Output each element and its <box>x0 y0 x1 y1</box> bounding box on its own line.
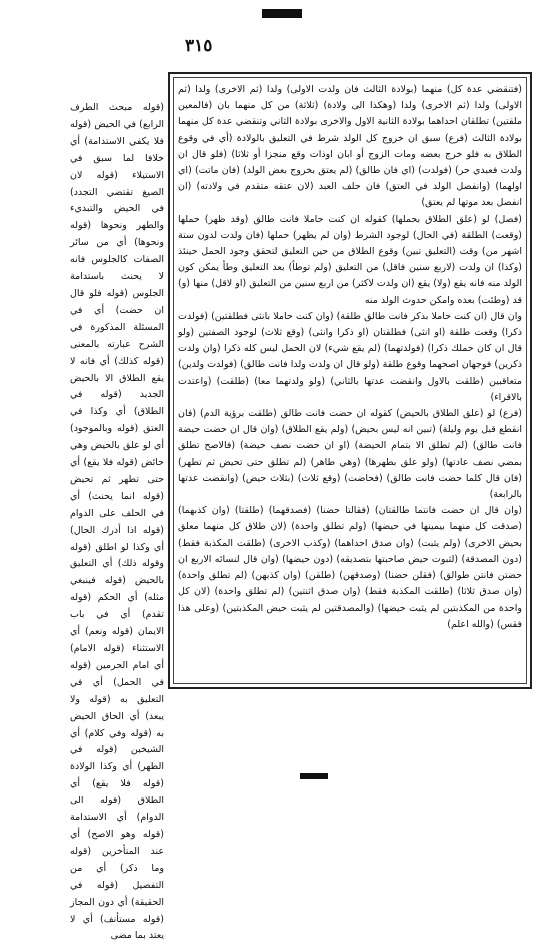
main-text-block <box>178 82 522 681</box>
main-paragraph: (فتنقضي عدة كل) منهما (بولادة الثالث فان ولدت الاولى) ولدا (ثم الاخرى) ولدا (ثم الاولى) ولدا (ثم الاخرى) ولدا (وهكذا الى ولادة) (ثلاثة) من كل منهما بان (فالمعين ملقتين) تطلقان احداهما بولادة الثانية الاول والاخرى بولادة الثاني وتنقضي عدة كل منهما بولادة الثالث (فرع) سبق ان خروج كل الولد شرط في التعليق بالولادة (أي في وقوع الطلاق به فلو خرج بعضه ومات الزوج أو ابان اوذات وقع منجزا أو ثلاثا) (فلو قال ان ولدت فعبدي حر) (فولدت) (اي فان طالق) (لم يعتق بخروج بعض الولد) (فان ماتت) (اي اولهما) (وانفصل الولد في العتق) فان حلف العبد (لان عتقه متقدم في ولادته) (ان انفصل بعد موتها لم يعتق) <box>178 84 522 209</box>
top-rule-mark <box>262 9 302 18</box>
page-number: ٣١٥ <box>185 36 213 56</box>
main-paragraph: (فرع) لو (علق الطلاق بالحيض) كقوله ان حضت فانت طالق (طلقت برؤية الدم) (فان انقطع قبل يوم وليلة) (تبين انه ليس بحيض) (ولم يقع الطلاق) (وان قال ان حضت حيضة فانت طالق) (لم تطلق الا بتمام الحيضة) (او ان حضت نصف حيضة) (فالاصح تطلق بمضي نصف عادتها) (ولو علق بطهرها) (وهي طاهر) (لم تطلق حتى تحيض ثم تطهر) (فان قال كلما حضت فانت طالق) (فحاضت) (وقع ثلاث) (بثلاث حيض) (وانقضت عدتها بالرابعة) <box>178 408 522 501</box>
main-text-frame <box>168 72 532 689</box>
bottom-rule-mark <box>300 773 328 779</box>
main-paragraph: وان قال (ان كنت حاملا بذكر فانت طالق طلقة) (وان كنت حاملا بانثى فطلقتين) (فولدت ذكرا) وقعت طلقة (او انثى) فطلقتان (او ذكرا وانثى) (وقع ثلاث) لوجود الصفتين (ولو قال ان كان حملك ذكرا) (فولدتهما) (لم يقع شيء) لان الحمل ليس كله ذكرا (وان ولدت ذكرين) فوجهان اصحهما وقوع طلقة (ولو قال ان ولدت ولدا فانت طالق) (فولدت ولدين) متعاقبين (طلقت بالاول وانقضت عدتها بالثاني) (ولو ولدتهما معا) (طلقت) (واعتدت بالاقراء) <box>178 310 522 403</box>
main-paragraph: (وان قال ان حضت فانتما طالقتان) (فقالتا حضنا) (فصدقهما) (طلقتا) (وان كذبهما) (صدقت كل منهما بيمينها في حيضها) (ولم تطلق واحدة) (لان طلاق كل منهما معلق بحيض الاخرى) (ولم يثبت) (وان صدق احداهما) (وكذب الاخرى) (طلقت المكذبة فقط) (دون المصدقة) (لثبوت حيض صاحبتها بتصديقه) (دون حيضها) (وان قال لنسائه الاربع ان حضتن فانتن طوالق) (فقلن حضنا) (وصدقهن) (طلقن) (وان كذبهن) (لم تطلق واحدة) (وان صدق ثلاثا) (طلقت المكذبة فقط) (وان صدق اثنتين) (لم تطلق واحدة) (لان كل واحدة من المكذبتين لم يثبت حيضها) (والمصدقتين لم يثبت حيض المكذبتين) (وعلى هذا فقس) (والله اعلم) <box>178 505 522 630</box>
main-paragraph: (فصل) لو (علق الطلاق بحملها) كقوله ان كنت حاملا فانت طالق (وقد ظهر) حملها (وقعت) الطلقة (في الحال) لوجود الشرط (وان لم يظهر) حملها (فان ولدت لدون ستة اشهر من) وقت (التعليق تبين) وقوع الطلاق من حين التعليق لتحقق وجود الحمل حينئذ (وكذا) ان ولدت (لاربع سنين فاقل) من التعليق (ولم توطأ) بعد التعليق وطأ يمكن كون الولد منه فانه يقع (ولا) يقع (ان ولدت لاكثر) من اربع سنين من التعليق (او لاقل) منها (و) قد (وطئت) بعده وامكن حدوث الولد منه <box>178 213 522 306</box>
margin-commentary: (قوله مبحث الطرف الرابع) في الحيض (قوله فلا يكفي الاستدامة) أي خلافا لما سبق في الاستيلاء (قوله لان الصيغ تقتضي التجدد) في الحيض والتبديء والطهر ونحوها (قوله ونحوها) أي من سائر الصفات كالجلوس فانه لا يحنث باستدامة الجلوس (قوله فلو قال ان حضت) أي في المسئلة المذكورة في الشرح عبارته بالمعنى (قوله كذلك) أي فانه لا يقع الطلاق الا بالحيض الجديد (قوله في الطلاق) أي وكذا في العتق (قوله وبالموجود) أي لو علق بالحيض وهي حائض (قوله فلا يقع) أي حتى تطهر ثم تحيض (قوله انما يحنث) أي في الحلف على الدوام (قوله اذا أدرك الحال) أي وكذا لو اطلق (قوله وقوله ذلك) أي التعليق بالحيض (قوله فينبغي مثله) أي الحكم (قوله تقدم) أي في باب الايمان (قوله ونعم) أي الاستثناء (قوله الامام) أي امام الحرمين (قوله في الحمل) أي في التعليق به (قوله ولا يبعد) أي الحاق الحيض به (قوله وفي كلام) أي الشيخين (قوله في الطهر) أي وكذا الولادة (قوله فلا يقع) أي الطلاق (قوله الى الدوام) أي الاستدامة (قوله وهو الاصح) أي عند المتأخرين (قوله وما ذكر) أي من التفصيل (قوله في الحقيقة) أي دون المجاز (قوله مستأنف) أي لا يعتد بما مضى <box>70 102 164 942</box>
